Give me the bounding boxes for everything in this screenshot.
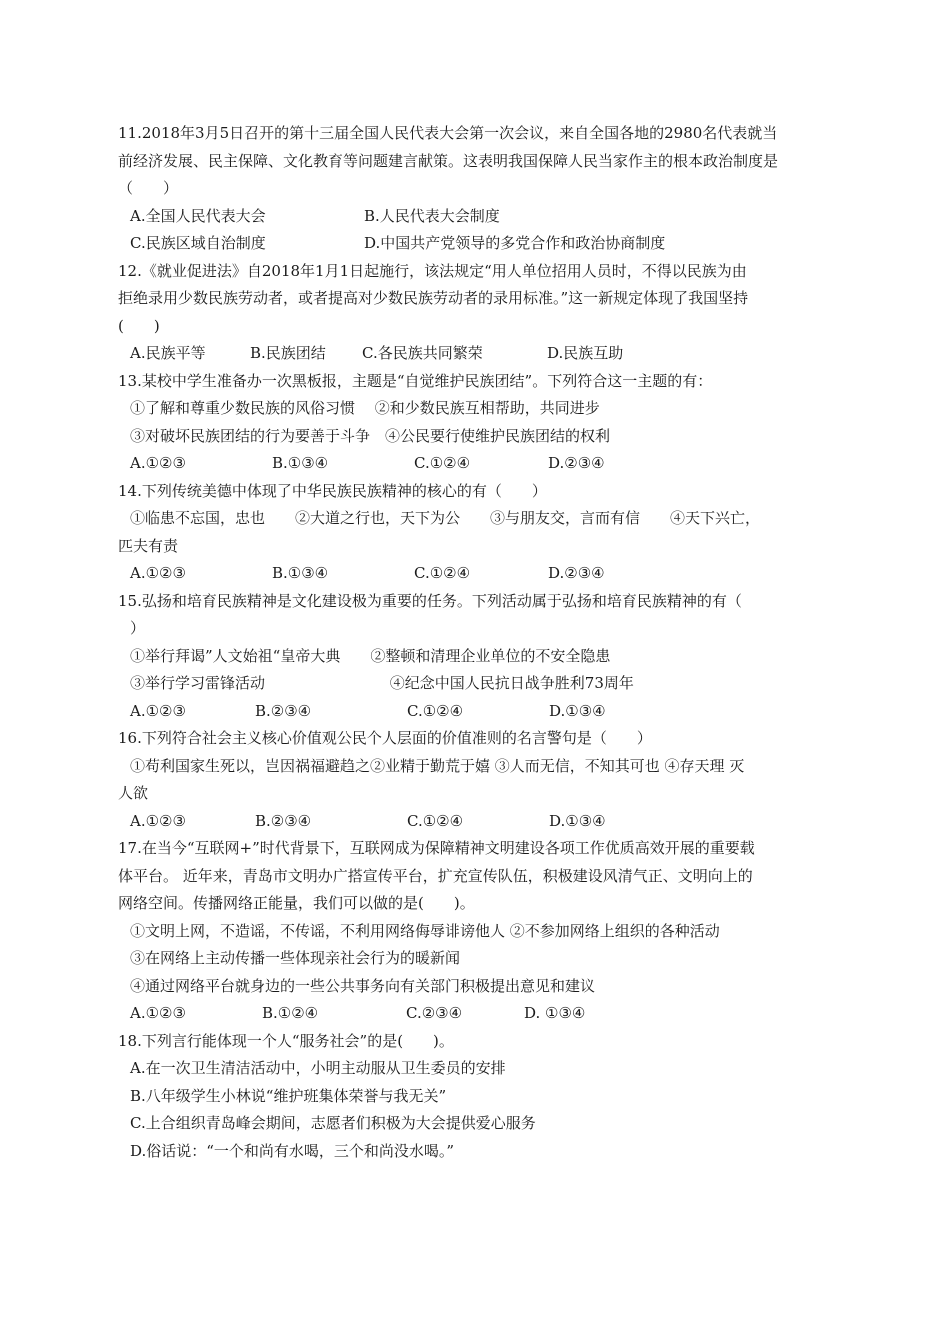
option-d: D. ①③④ [524, 1004, 586, 1022]
option-c: C.上合组织青岛峰会期间，志愿者们积极为大会提供爱心服务 [130, 1114, 536, 1132]
question-stem-line: 14.下列传统美德中体现了中华民族民族精神的核心的有（ ） [118, 481, 547, 500]
question-stem-line: 12.《就业促进法》自2018年1月1日起施行，该法规定“用人单位招用人员时，不得以民族为由 [118, 261, 747, 280]
option-a: A.在一次卫生清洁活动中，小明主动服从卫生委员的安排 [130, 1059, 506, 1077]
question-stem-line: 13.某校中学生准备办一次黑板报，主题是“自觉维护民族团结”。下列符合这一主题的有： [118, 371, 713, 390]
question-17 [118, 835, 842, 1028]
question-stem-line: 17.在当今“互联网+”时代背景下，互联网成为保障精神文明建设各项工作优质高效开展的重要载 [118, 839, 755, 857]
option-c: C.各民族共同繁荣 [362, 344, 483, 362]
option-b: B.八年级学生小林说“维护班集体荣誉与我无关” [130, 1086, 447, 1105]
question-stem-line: 拒绝录用少数民族劳动者，或者提高对少数民族劳动者的录用标准。”这一新规定体现了我国坚持 [118, 289, 749, 307]
option-row [118, 808, 842, 836]
question-16 [118, 725, 842, 835]
option-b: B.民族团结 [250, 344, 326, 362]
question-stem-line: 前经济发展、民主保障、文化教育等问题建言献策。这表明我国保障人民当家作主的根本政治制度是 [118, 151, 779, 170]
option-row [118, 698, 842, 726]
option-d: D.②③④ [548, 564, 605, 582]
option-d: D.俗话说：“一个和尚有水喝，三个和尚没水喝。” [130, 1141, 455, 1160]
option-row [118, 340, 842, 368]
option-b: B.①②④ [262, 1004, 319, 1022]
option-d: D.①③④ [549, 701, 606, 720]
option-d: D.民族互助 [547, 344, 624, 362]
question-stem-line: 体平台。 近年来，青岛市文明办广搭宣传平台，扩充宣传队伍，积极建设风清气正、文明向上的 [118, 866, 753, 885]
statement-line: ③举行学习雷锋活动 ④纪念中国人民抗日战争胜利73周年 [130, 674, 634, 692]
option-row [118, 450, 842, 478]
statement-line: ③在网络上主动传播一些体现亲社会行为的暖新闻 [130, 949, 461, 967]
option-row [118, 203, 842, 231]
statement-line: ④通过网络平台就身边的一些公共事务向有关部门积极提出意见和建议 [130, 976, 596, 995]
option-b: B.人民代表大会制度 [364, 206, 500, 225]
option-c: C.民族区域自治制度 [130, 234, 266, 252]
option-a: A.①②③ [130, 564, 186, 582]
question-18 [118, 1028, 842, 1166]
option-b: B.②③④ [255, 701, 312, 720]
statement-line: ③对破坏民族团结的行为要善于斗争 ④公民要行使维护民族团结的权利 [130, 426, 611, 445]
option-c: C.①②④ [407, 701, 464, 720]
question-stem-line: 15.弘扬和培育民族精神是文化建设极为重要的任务。下列活动属于弘扬和培育民族精神的有（ [118, 591, 742, 610]
statement-line: 人欲 [118, 784, 149, 802]
option-a: A.①②③ [130, 454, 186, 472]
question-11 [118, 120, 842, 258]
question-stem-line: 16.下列符合社会主义核心价值观公民个人层面的价值准则的名言警句是（ ） [118, 729, 652, 747]
question-13 [118, 368, 842, 478]
option-row [118, 560, 842, 588]
option-c: C.①②④ [414, 454, 471, 472]
question-stem-line: 网络空间。传播网络正能量，我们可以做的是( )。 [118, 894, 475, 912]
question-12 [118, 258, 842, 368]
statement-line: ①苟利国家生死以，岂因祸福避趋之②业精于勤荒于嬉 ③人而无信，不知其可也 ④存天理 灭 [130, 756, 745, 775]
option-c: C.①②④ [407, 811, 464, 830]
option-b: B.②③④ [255, 811, 312, 830]
option-row [118, 1000, 842, 1028]
statement-line: ①临患不忘国，忠也 ②大道之行也，天下为公 ③与朋友交，言而有信 ④天下兴亡， [130, 509, 761, 527]
option-c: C.①②④ [414, 564, 471, 582]
exam-page [118, 120, 842, 1165]
question-stem-line: （ ） [118, 179, 179, 197]
question-stem-line: ( ) [118, 316, 160, 335]
option-a: A.①②③ [130, 811, 186, 830]
statement-line: 匹夫有责 [118, 536, 179, 555]
question-14 [118, 478, 842, 588]
option-b: B.①③④ [272, 454, 329, 472]
option-a: A.①②③ [130, 701, 186, 720]
option-d: D.中国共产党领导的多党合作和政治协商制度 [364, 234, 666, 252]
option-b: B.①③④ [272, 564, 329, 582]
question-stem-line: 11.2018年3月5日召开的第十三届全国人民代表大会第一次会议，来自全国各地的2980名代表就当 [118, 124, 778, 142]
question-stem-line: 18.下列言行能体现一个人“服务社会”的是( )。 [118, 1031, 454, 1050]
option-a: A.①②③ [130, 1004, 186, 1022]
statement-line: ①举行拜谒”人文始祖“皇帝大典 ②整顿和清理企业单位的不安全隐患 [130, 646, 611, 665]
option-a: A.民族平等 [130, 344, 206, 362]
question-stem-line: ） [130, 619, 146, 637]
statement-line: ①文明上网，不造谣，不传谣，不利用网络侮辱诽谤他人 ②不参加网络上组织的各种活动 [130, 921, 720, 940]
statement-line: ①了解和尊重少数民族的风俗习惯 ②和少数民族互相帮助，共同进步 [130, 399, 600, 417]
option-d: D.①③④ [549, 811, 606, 830]
option-row [118, 230, 842, 258]
option-a: A.全国人民代表大会 [130, 206, 266, 225]
option-c: C.②③④ [406, 1004, 463, 1022]
option-d: D.②③④ [548, 454, 605, 472]
question-15 [118, 588, 842, 726]
